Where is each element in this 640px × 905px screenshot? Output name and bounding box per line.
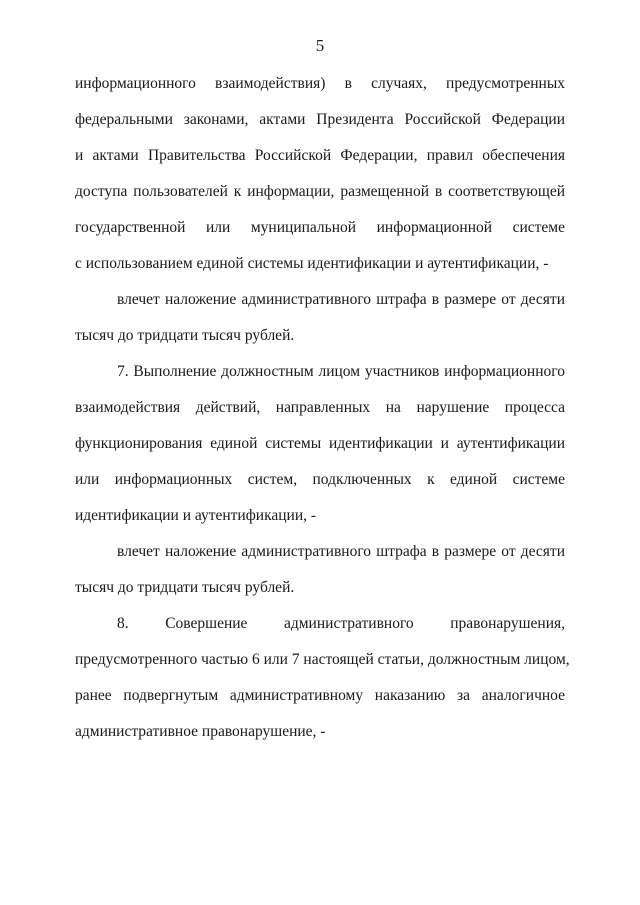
- text-line: влечет наложение административного штрафа в размере от десяти: [117, 543, 565, 560]
- text-line: с использованием единой системы идентификации и аутентификации, -: [75, 255, 549, 272]
- text-line: функционирования единой системы идентификации и аутентификации: [75, 435, 565, 452]
- text-line: 7. Выполнение должностным лицом участников информационного: [117, 363, 565, 380]
- text-line: тысяч до тридцати тысяч рублей.: [75, 579, 295, 596]
- text-line: и актами Правительства Российской Федерации, правил обеспечения: [75, 147, 565, 164]
- text-line: тысяч до тридцати тысяч рублей.: [75, 327, 295, 344]
- text-line: государственной или муниципальной информационной системе: [75, 219, 565, 236]
- text-line: взаимодействия действий, направленных на нарушение процесса: [75, 399, 565, 416]
- text-line: предусмотренного частью 6 или 7 настоящей статьи, должностным лицом,: [75, 651, 570, 668]
- text-line: федеральными законами, актами Президента Российской Федерации: [75, 111, 565, 128]
- text-line: 8. Совершение административного правонарушения,: [117, 615, 565, 632]
- text-line: административное правонарушение, -: [75, 723, 326, 740]
- text-line: идентификации и аутентификации, -: [75, 507, 317, 524]
- text-line: информационного взаимодействия) в случаях, предусмотренных: [75, 75, 565, 92]
- text-line: влечет наложение административного штрафа в размере от десяти: [117, 291, 565, 308]
- text-line: или информационных систем, подключенных к единой системе: [75, 471, 565, 488]
- text-line: ранее подвергнутым административному наказанию за аналогичное: [75, 687, 565, 704]
- page-number: 5: [315, 36, 325, 55]
- text-line: доступа пользователей к информации, размещенной в соответствующей: [75, 183, 565, 200]
